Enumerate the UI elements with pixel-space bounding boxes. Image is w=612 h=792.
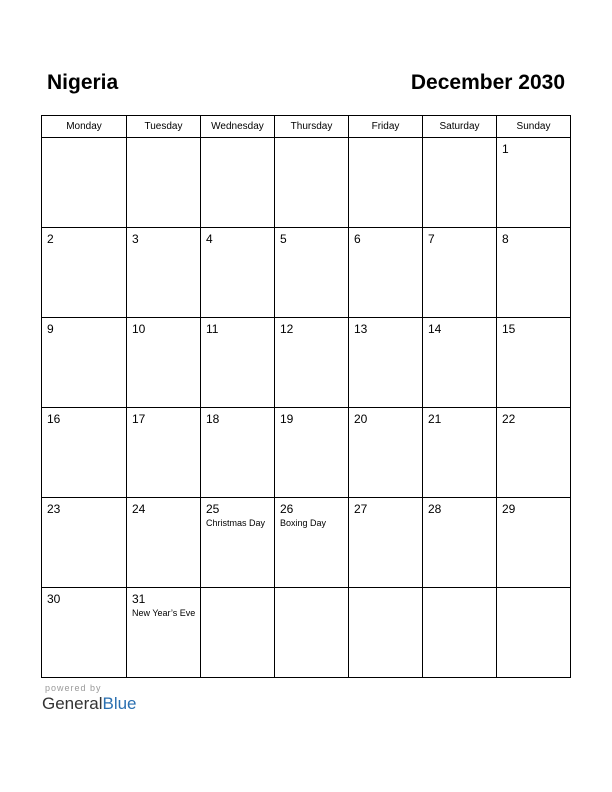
weekday-header: Wednesday bbox=[201, 116, 275, 138]
empty-day-cell bbox=[42, 138, 127, 228]
day-cell bbox=[201, 498, 275, 588]
day-cell bbox=[275, 228, 349, 318]
day-cell bbox=[42, 318, 127, 408]
day-number: 18 bbox=[206, 412, 220, 426]
day-number: 1 bbox=[502, 142, 509, 156]
day-number: 16 bbox=[47, 412, 61, 426]
day-number: 21 bbox=[428, 412, 442, 426]
empty-day-cell bbox=[349, 138, 423, 228]
week-row bbox=[42, 228, 571, 318]
empty-day-cell bbox=[423, 588, 497, 678]
powered-by-text: powered by bbox=[45, 683, 102, 693]
week-row bbox=[42, 408, 571, 498]
day-cell bbox=[42, 228, 127, 318]
brand-blue-text: Blue bbox=[102, 694, 137, 713]
day-number: 12 bbox=[280, 322, 294, 336]
empty-day-cell bbox=[423, 138, 497, 228]
day-cell bbox=[497, 408, 571, 498]
month-year-title: December 2030 bbox=[410, 71, 565, 94]
week-row bbox=[42, 498, 571, 588]
day-number: 31 bbox=[132, 592, 146, 606]
day-number: 29 bbox=[502, 502, 516, 516]
empty-day-cell bbox=[275, 138, 349, 228]
day-number: 17 bbox=[132, 412, 146, 426]
day-cell bbox=[423, 498, 497, 588]
weekday-header: Saturday bbox=[423, 116, 497, 138]
day-cell bbox=[42, 408, 127, 498]
holiday-label: Boxing Day bbox=[280, 518, 327, 528]
day-number: 11 bbox=[206, 322, 219, 336]
day-number: 2 bbox=[47, 232, 54, 246]
weekday-header: Monday bbox=[42, 116, 127, 138]
day-cell bbox=[275, 498, 349, 588]
day-number: 26 bbox=[280, 502, 294, 516]
country-title: Nigeria bbox=[47, 71, 119, 94]
weekday-header: Tuesday bbox=[127, 116, 201, 138]
empty-day-cell bbox=[275, 588, 349, 678]
day-cell bbox=[349, 318, 423, 408]
day-cell bbox=[497, 138, 571, 228]
day-number: 14 bbox=[428, 322, 442, 336]
day-cell bbox=[423, 228, 497, 318]
day-cell bbox=[127, 588, 201, 678]
weekday-header: Sunday bbox=[497, 116, 571, 138]
day-number: 4 bbox=[206, 232, 213, 246]
day-cell bbox=[423, 318, 497, 408]
day-cell bbox=[42, 498, 127, 588]
day-number: 8 bbox=[502, 232, 509, 246]
day-cell bbox=[201, 318, 275, 408]
day-number: 27 bbox=[354, 502, 368, 516]
day-number: 22 bbox=[502, 412, 516, 426]
empty-day-cell bbox=[497, 588, 571, 678]
day-cell bbox=[127, 498, 201, 588]
weekday-header: Friday bbox=[349, 116, 423, 138]
day-cell bbox=[275, 408, 349, 498]
day-number: 28 bbox=[428, 502, 442, 516]
day-cell bbox=[497, 318, 571, 408]
holiday-label: New Year’s Eve bbox=[132, 608, 196, 618]
week-row bbox=[42, 588, 571, 678]
day-number: 10 bbox=[132, 322, 146, 336]
day-number: 9 bbox=[47, 322, 54, 336]
day-number: 7 bbox=[428, 232, 435, 246]
day-cell bbox=[127, 228, 201, 318]
day-number: 23 bbox=[47, 502, 61, 516]
day-number: 6 bbox=[354, 232, 361, 246]
day-number: 20 bbox=[354, 412, 368, 426]
day-cell bbox=[497, 228, 571, 318]
day-number: 3 bbox=[132, 232, 139, 246]
day-cell bbox=[127, 408, 201, 498]
brand-general-text: General bbox=[42, 694, 103, 713]
day-cell bbox=[127, 318, 201, 408]
day-number: 30 bbox=[47, 592, 61, 606]
day-cell bbox=[201, 408, 275, 498]
day-number: 15 bbox=[502, 322, 516, 336]
day-cell bbox=[42, 588, 127, 678]
day-cell bbox=[349, 408, 423, 498]
empty-day-cell bbox=[201, 138, 275, 228]
day-number: 5 bbox=[280, 232, 287, 246]
day-cell bbox=[349, 498, 423, 588]
empty-day-cell bbox=[201, 588, 275, 678]
empty-day-cell bbox=[349, 588, 423, 678]
day-cell bbox=[201, 228, 275, 318]
day-cell bbox=[349, 228, 423, 318]
holiday-label: Christmas Day bbox=[206, 518, 266, 528]
day-cell bbox=[497, 498, 571, 588]
day-cell bbox=[423, 408, 497, 498]
day-number: 13 bbox=[354, 322, 368, 336]
weekday-header-row bbox=[42, 116, 571, 138]
week-row bbox=[42, 318, 571, 408]
calendar-grid bbox=[41, 115, 571, 678]
day-number: 24 bbox=[132, 502, 146, 516]
weekday-header: Thursday bbox=[275, 116, 349, 138]
generalblue-logo[interactable] bbox=[42, 694, 137, 714]
day-number: 25 bbox=[206, 502, 220, 516]
day-cell bbox=[275, 318, 349, 408]
week-row bbox=[42, 138, 571, 228]
empty-day-cell bbox=[127, 138, 201, 228]
day-number: 19 bbox=[280, 412, 294, 426]
